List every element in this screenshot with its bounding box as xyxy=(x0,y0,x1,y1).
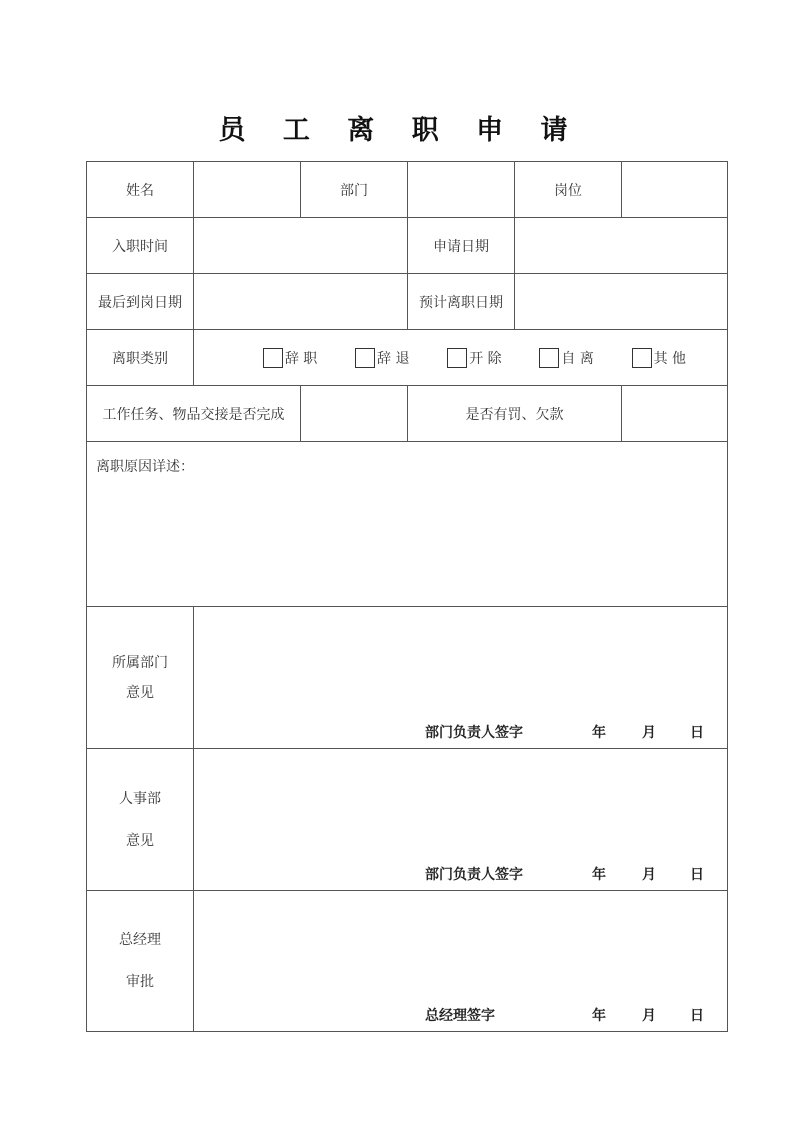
year-label: 年 xyxy=(592,867,606,883)
name-field[interactable] xyxy=(194,162,301,218)
option-label: 辞 退 xyxy=(377,350,410,367)
row-gm-approval xyxy=(87,891,728,1032)
position-label: 岗位 xyxy=(515,162,622,218)
row-dept-opinion xyxy=(87,607,728,749)
month-label: 月 xyxy=(642,867,656,883)
hire-date-field[interactable] xyxy=(194,218,408,274)
option-label: 开 除 xyxy=(469,350,502,367)
hr-opinion-label xyxy=(87,749,194,891)
hr-sign-label: 部门负责人签字 xyxy=(425,867,523,883)
hire-date-label: 入职时间 xyxy=(87,218,194,274)
gm-approval-line2: 审批 xyxy=(126,974,154,990)
leave-type-options xyxy=(194,330,728,386)
day-label: 日 xyxy=(690,1008,704,1024)
checkbox-icon[interactable] xyxy=(355,348,375,368)
position-field[interactable] xyxy=(622,162,728,218)
planned-leave-label: 预计离职日期 xyxy=(408,274,515,330)
leave-type-label: 离职类别 xyxy=(87,330,194,386)
department-label: 部门 xyxy=(301,162,408,218)
dept-opinion-field[interactable] xyxy=(194,607,728,749)
row-leave-dates xyxy=(87,274,728,330)
row-reason xyxy=(87,442,728,607)
hr-opinion-line1: 人事部 xyxy=(119,790,161,807)
reason-field[interactable] xyxy=(87,442,728,607)
dept-sign-label: 部门负责人签字 xyxy=(425,725,523,741)
option-expel[interactable] xyxy=(447,348,501,368)
resignation-form xyxy=(86,161,728,1032)
handover-label: 工作任务、物品交接是否完成 xyxy=(87,386,301,442)
row-handover xyxy=(87,386,728,442)
dept-opinion-line2: 意见 xyxy=(126,684,154,701)
day-label: 日 xyxy=(690,867,704,883)
checkbox-icon[interactable] xyxy=(447,348,467,368)
month-label: 月 xyxy=(642,725,656,741)
hr-opinion-field[interactable] xyxy=(194,749,728,891)
gm-sign-label: 总经理签字 xyxy=(425,1008,495,1024)
year-label: 年 xyxy=(592,725,606,741)
penalty-field[interactable] xyxy=(622,386,728,442)
dept-opinion-line1: 所属部门 xyxy=(112,654,168,671)
dept-opinion-label xyxy=(87,607,194,749)
penalty-label: 是否有罚、欠款 xyxy=(408,386,622,442)
reason-label: 离职原因详述： xyxy=(96,459,194,475)
page-title: 员 工 离 职 申 请 xyxy=(218,115,582,146)
planned-leave-field[interactable] xyxy=(515,274,728,330)
gm-approval-label xyxy=(87,891,194,1032)
hr-opinion-line2: 意见 xyxy=(126,832,154,849)
row-basic-info xyxy=(87,162,728,218)
day-label: 日 xyxy=(690,725,704,741)
row-leave-type xyxy=(87,330,728,386)
checkbox-icon[interactable] xyxy=(632,348,652,368)
checkbox-icon[interactable] xyxy=(539,348,559,368)
option-self-leave[interactable] xyxy=(539,348,593,368)
apply-date-label: 申请日期 xyxy=(408,218,515,274)
option-dismiss[interactable] xyxy=(355,348,409,368)
name-label: 姓名 xyxy=(87,162,194,218)
row-dates xyxy=(87,218,728,274)
month-label: 月 xyxy=(642,1008,656,1024)
option-resign[interactable] xyxy=(263,348,317,368)
last-day-field[interactable] xyxy=(194,274,408,330)
gm-approval-line1: 总经理 xyxy=(119,932,161,948)
option-label: 辞 职 xyxy=(284,350,318,367)
checkbox-icon[interactable] xyxy=(263,348,283,368)
row-hr-opinion xyxy=(87,749,728,891)
option-other[interactable] xyxy=(632,348,686,368)
last-day-label: 最后到岗日期 xyxy=(87,274,194,330)
gm-approval-field[interactable] xyxy=(194,891,728,1032)
apply-date-field[interactable] xyxy=(515,218,728,274)
handover-field[interactable] xyxy=(301,386,408,442)
department-field[interactable] xyxy=(408,162,515,218)
option-label: 其 他 xyxy=(653,350,687,367)
year-label: 年 xyxy=(592,1008,606,1024)
option-label: 自 离 xyxy=(561,350,594,367)
